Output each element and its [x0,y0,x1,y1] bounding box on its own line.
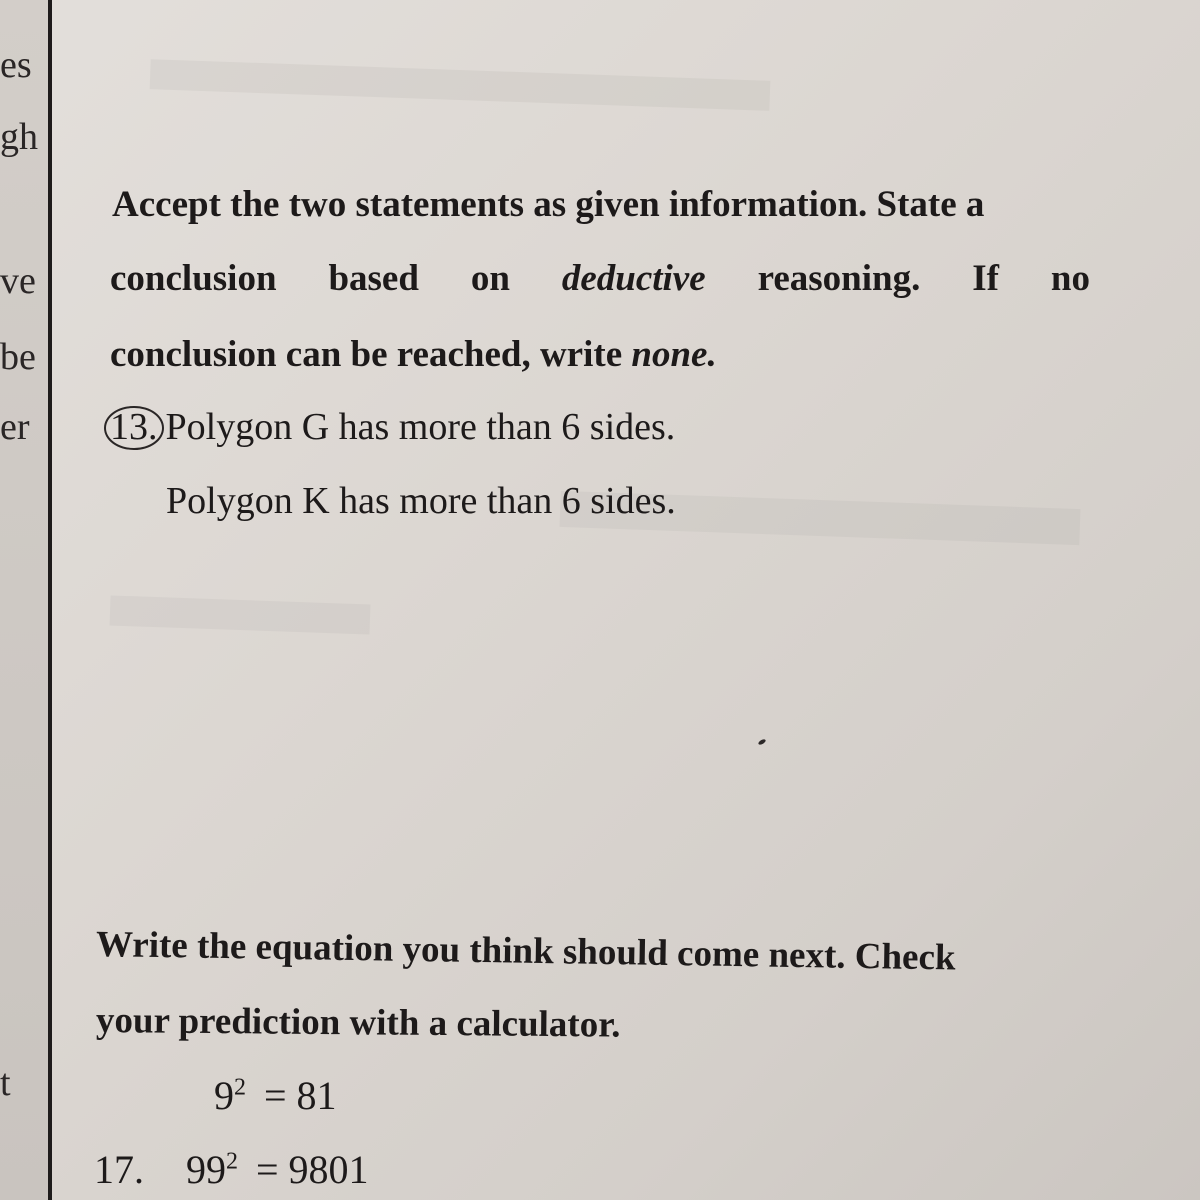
margin-fragment: t [0,1062,11,1104]
instructions-line-3 [110,336,717,373]
pen-mark [758,738,767,745]
equation-base: 9 [214,1073,234,1118]
equation-row [214,1073,337,1118]
problem-13 [104,406,675,450]
section-2-instructions-line-1: Write the equation you think should come next. Check [95,924,956,979]
equation-result: = 9801 [256,1147,369,1192]
equation-result: = 81 [264,1073,337,1118]
instruction-word: on [470,258,510,299]
instruction-word: conclusion [110,258,277,299]
problem-statement-1: Polygon G has more than 6 sides. [165,406,676,448]
equation-row [94,1147,369,1192]
instruction-word: based [328,258,419,299]
margin-fragment: es [0,44,32,86]
equation-base: 99 [186,1147,226,1192]
previous-page-margin [0,0,48,1200]
section-2-instructions-line-2: your prediction with a calculator. [95,1000,621,1046]
margin-fragment: er [0,406,30,448]
instruction-word-italic: deductive [561,258,706,299]
margin-rule [48,0,52,1200]
instruction-text: conclusion can be reached, write [110,334,632,375]
margin-fragment: be [0,336,36,378]
circled-problem-number: 13. [104,406,164,450]
problem-number: 17. [94,1147,144,1192]
instructions-line-1: Accept the two statements as given information. State a [112,184,985,225]
instructions-line-2 [110,260,1090,297]
instruction-word: reasoning. [757,258,921,299]
margin-fragment: ve [0,260,36,302]
equation-exponent: 2 [226,1148,238,1175]
instruction-italic-none: none. [631,334,717,375]
problem-statement-2: Polygon K has more than 6 sides. [166,480,676,522]
bleed-through-mark [110,595,371,634]
margin-fragment: gh [0,116,38,158]
equation-exponent: 2 [234,1074,246,1101]
instruction-word: no [1050,258,1090,299]
bleed-through-mark [150,59,771,111]
instruction-word: If [972,258,999,299]
